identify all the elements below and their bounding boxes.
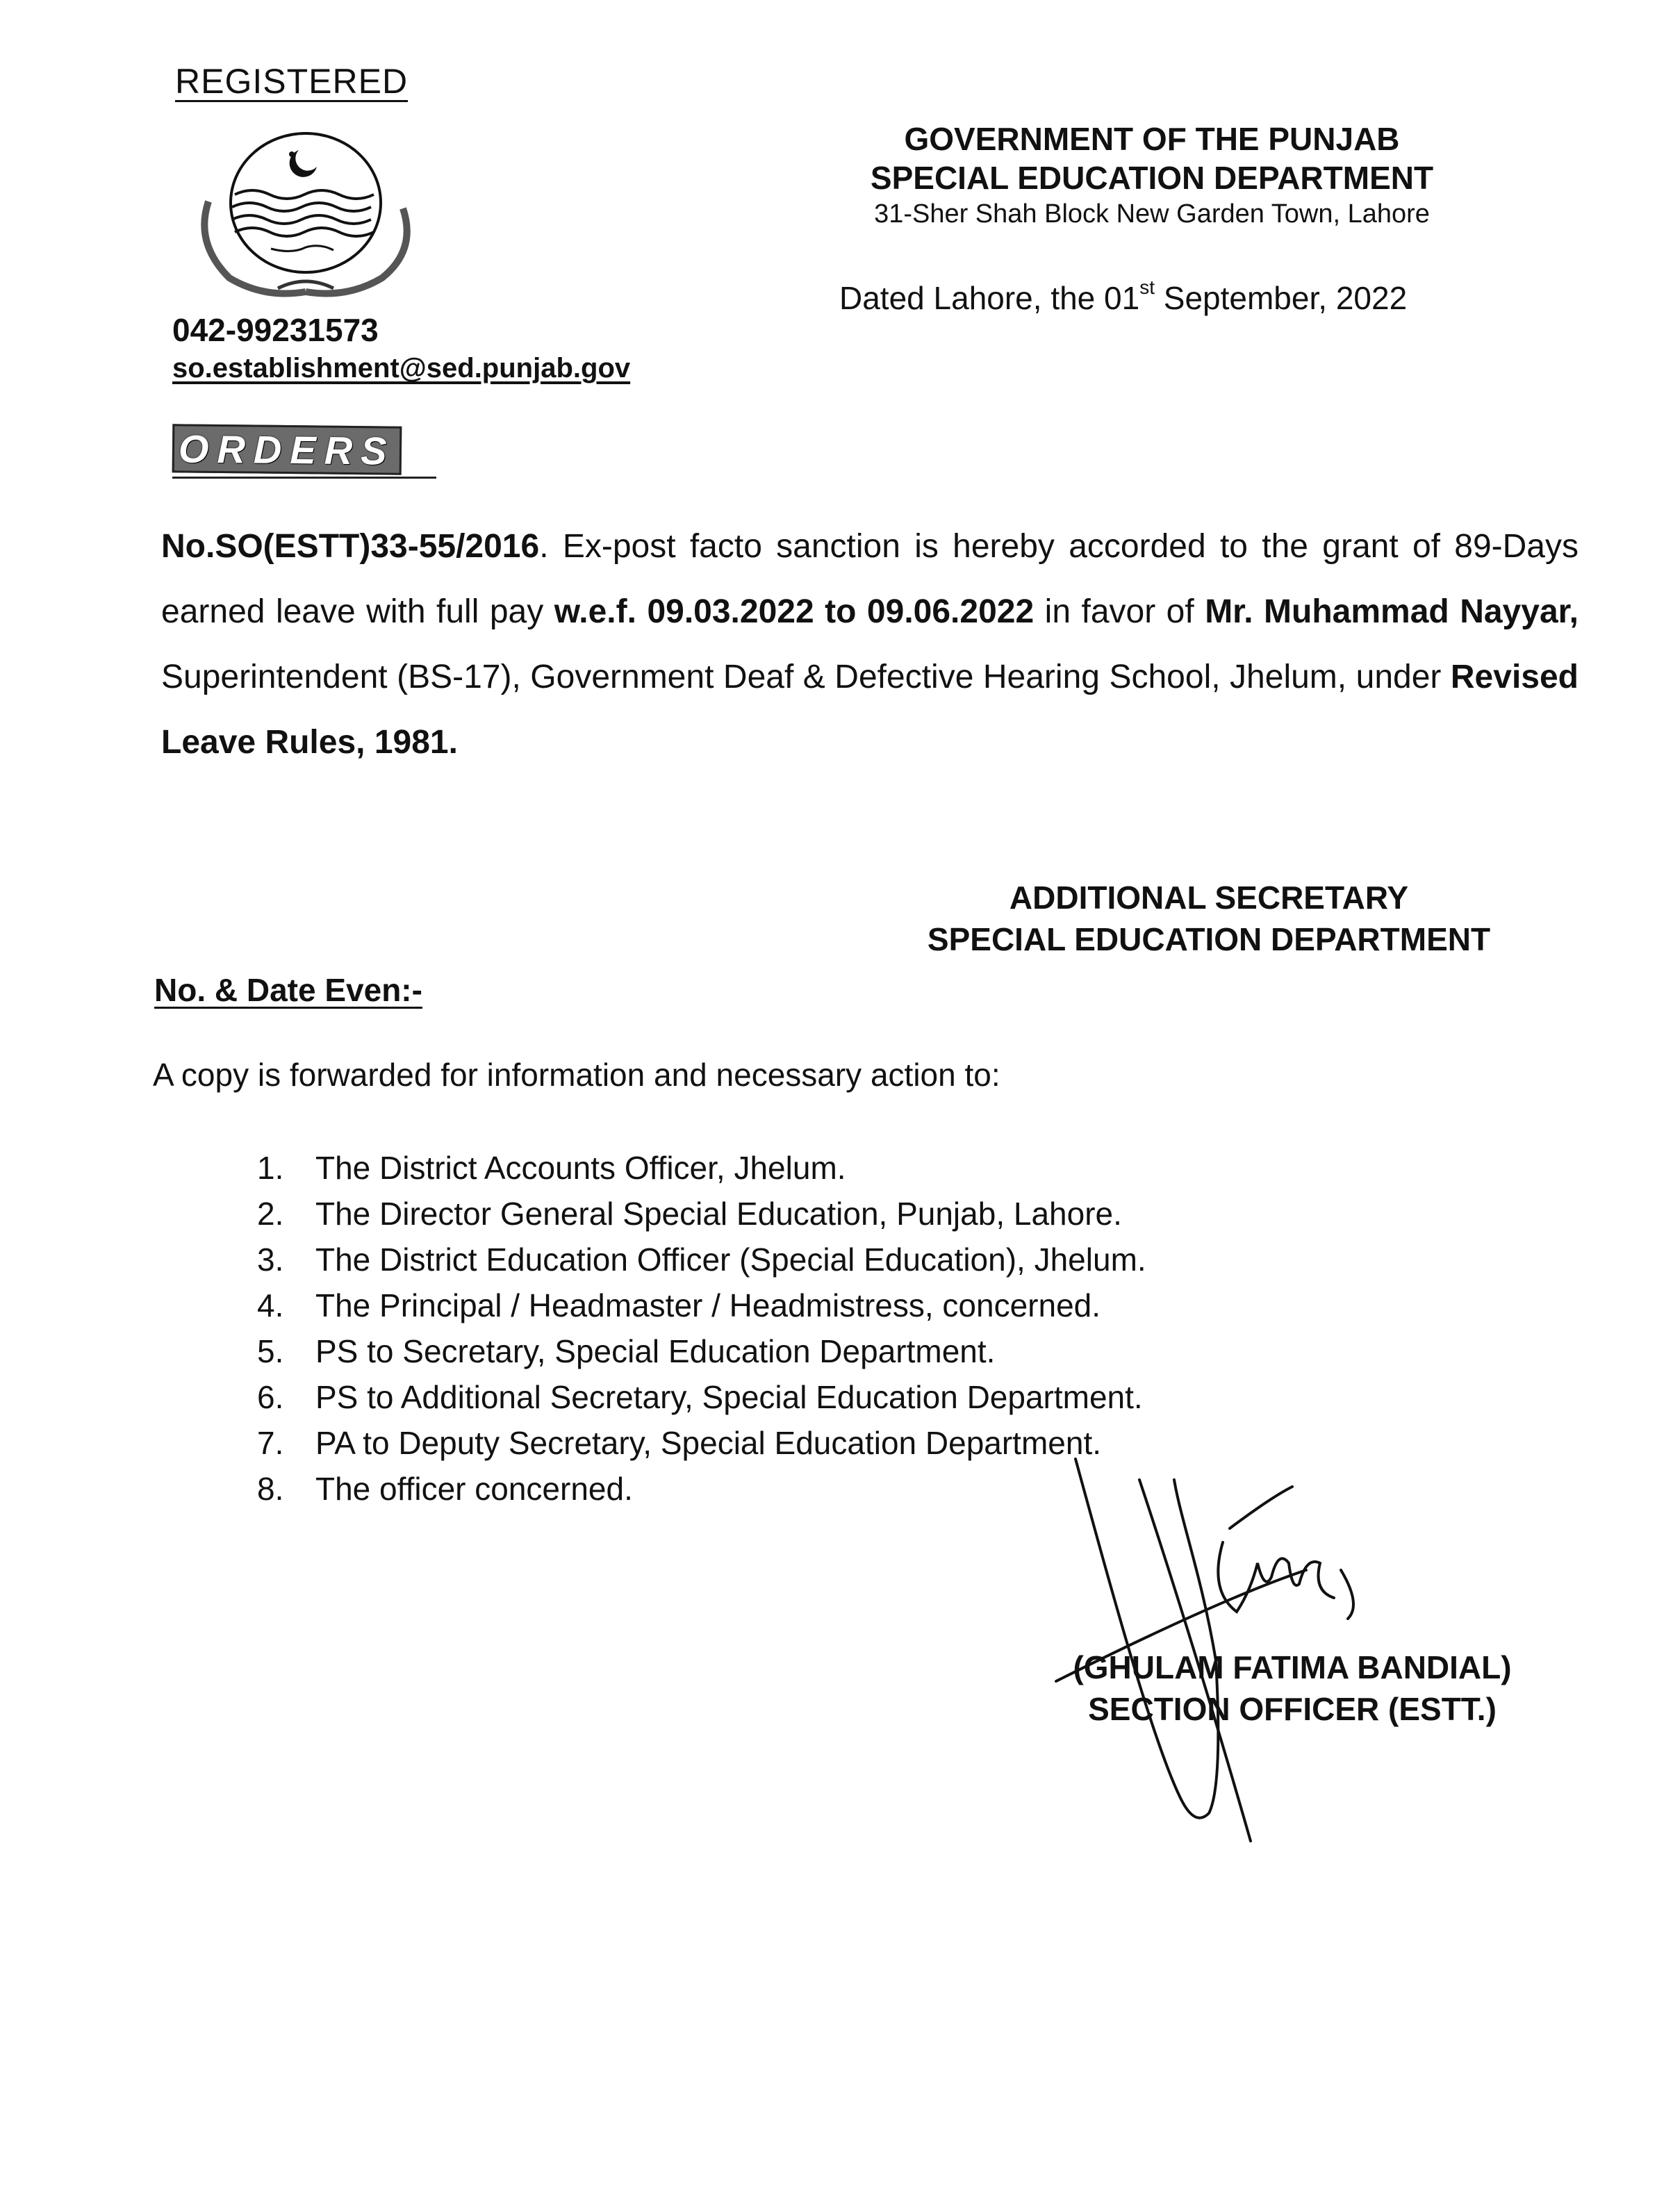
orders-underline — [172, 477, 436, 479]
list-item: 5. PS to Secretary, Special Education Department. — [257, 1333, 996, 1369]
letterhead — [818, 119, 1485, 231]
signatory-name: (GHULAM FATIMA BANDIAL) — [1073, 1649, 1512, 1685]
leave-rules: Revised Leave Rules, 1981. — [161, 659, 1579, 761]
copy-forwarded-intro: A copy is forwarded for information and necessary action to: — [153, 1057, 1000, 1093]
issuing-authority — [834, 877, 1584, 960]
list-item: 7. PA to Deputy Secretary, Special Education Department. — [257, 1425, 1101, 1461]
order-number: No.SO(ESTT)33-55/2016 — [161, 528, 540, 565]
date-line: Dated Lahore, the 01st September, 2022 — [839, 276, 1408, 316]
leave-period: w.e.f. 09.03.2022 to 09.06.2022 — [554, 593, 1035, 630]
list-item: 1. The District Accounts Officer, Jhelum. — [257, 1150, 846, 1186]
list-item: 8. The officer concerned. — [257, 1471, 633, 1507]
issuer-title: ADDITIONAL SECRETARY — [1009, 880, 1409, 916]
signatory-block — [1014, 1646, 1570, 1730]
email-link[interactable]: so.establishment@sed.punjab.gov — [172, 353, 631, 383]
department-name: SPECIAL EDUCATION DEPARTMENT — [870, 160, 1434, 196]
list-item: 2. The Director General Special Education, Punjab, Lahore. — [257, 1196, 1122, 1232]
recipient-list — [257, 1145, 1146, 1512]
punjab-emblem-icon — [188, 125, 424, 306]
government-name: GOVERNMENT OF THE PUNJAB — [904, 121, 1400, 157]
list-item: 4. The Principal / Headmaster / Headmistress, concerned. — [257, 1287, 1101, 1323]
order-paragraph: No.SO(ESTT)33-55/2016. Ex-post facto sanction is hereby accorded to the grant of 89-Days earned leave with full pay w.e.f. 09.03.2022 to 09.06.2022 in favor of Mr. Muhammad Nayyar, Superintendent (BS-17), Government Deaf & Defective Hearing School, Jhelum, under Revised Leave Rules, 1981. — [161, 528, 1579, 761]
phone-number: 042-99231573 — [172, 312, 379, 348]
list-item: 6. PS to Additional Secretary, Special Education Department. — [257, 1379, 1143, 1415]
employee-name: Mr. Muhammad Nayyar, — [1205, 593, 1579, 630]
registered-label: REGISTERED — [175, 62, 409, 101]
signatory-designation: SECTION OFFICER (ESTT.) — [1088, 1691, 1497, 1727]
orders-heading: ORDERS — [172, 424, 402, 474]
list-item: 3. The District Education Officer (Special Education), Jhelum. — [257, 1241, 1146, 1278]
department-address: 31-Sher Shah Block New Garden Town, Lahore — [874, 199, 1430, 229]
issuer-department: SPECIAL EDUCATION DEPARTMENT — [927, 921, 1491, 957]
no-date-even-heading: No. & Date Even:- — [154, 972, 422, 1008]
